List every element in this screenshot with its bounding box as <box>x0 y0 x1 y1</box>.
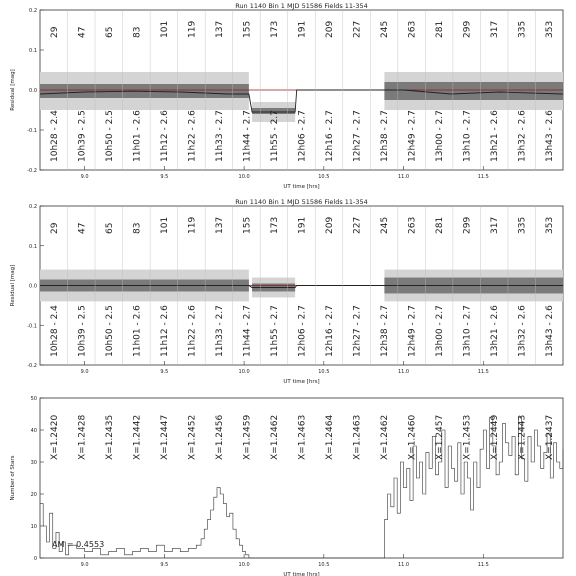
y-tick-label: 0 <box>33 556 37 562</box>
x-tick-label: 10.0 <box>238 174 250 180</box>
field-label: 173 <box>269 20 280 38</box>
time-label: 13h43 - 2.6 <box>545 110 556 162</box>
time-label: 11h01 - 2.6 <box>132 110 143 162</box>
time-label: 12h38 - 2.7 <box>380 110 391 162</box>
airmass-label: X=1.2456 <box>214 414 225 460</box>
time-label: 10h39 - 2.5 <box>77 110 88 162</box>
y-tick-label: 0.2 <box>29 204 37 210</box>
time-label: 12h16 - 2.7 <box>325 110 336 162</box>
field-label: 155 <box>242 20 253 38</box>
field-label: 353 <box>545 216 556 234</box>
airmass-label: X=1.2457 <box>435 414 446 460</box>
y-tick-label: 0.0 <box>29 88 37 94</box>
y-tick-label: 0.2 <box>29 8 37 14</box>
y-tick-label: 40 <box>30 428 37 434</box>
field-label: 335 <box>517 216 528 234</box>
x-tick-label: 9.5 <box>160 562 169 568</box>
time-label: 12h49 - 2.7 <box>407 305 418 357</box>
x-tick-label: 9.5 <box>160 174 169 180</box>
time-label: 13h32 - 2.6 <box>517 110 528 162</box>
airmass-label: X=1.2460 <box>407 414 418 460</box>
airmass-label: X=1.2443 <box>517 414 528 460</box>
y-tick-label: 0.0 <box>29 283 37 290</box>
time-label: 13h21 - 2.6 <box>490 110 501 162</box>
time-label: 11h12 - 2.6 <box>159 110 170 162</box>
field-label: 119 <box>187 20 198 38</box>
y-tick-label: -0.2 <box>27 168 37 174</box>
x-tick-label: 11.5 <box>477 562 489 568</box>
x-axis-label: UT time [hrs] <box>283 572 320 576</box>
field-label: 227 <box>352 20 363 38</box>
time-label: 13h10 - 2.7 <box>462 305 473 357</box>
airmass-label: X=1.2459 <box>242 414 253 460</box>
airmass-annotation: AM = 0.4553 <box>52 539 105 549</box>
time-label: 10h50 - 2.5 <box>104 110 115 162</box>
time-label: 11h22 - 2.6 <box>187 110 198 162</box>
field-label: 209 <box>325 20 336 38</box>
field-label: 191 <box>297 216 308 234</box>
y-axis-label: Number of Stars <box>10 455 16 501</box>
time-label: 12h16 - 2.7 <box>325 305 336 357</box>
airmass-label: X=1.2463 <box>352 414 363 460</box>
time-label: 13h10 - 2.7 <box>462 110 473 162</box>
y-tick-label: -0.1 <box>27 323 37 330</box>
field-label: 353 <box>545 20 556 38</box>
time-label: 10h28 - 2.4 <box>49 110 60 162</box>
x-tick-label: 10.0 <box>238 369 250 375</box>
chart-title: Run 1140 Bin 1 MJD 51586 Fields 11-354 <box>235 198 368 206</box>
time-label: 11h12 - 2.6 <box>159 305 170 357</box>
field-label: 263 <box>407 20 418 38</box>
field-label: 137 <box>214 20 225 38</box>
time-label: 13h21 - 2.6 <box>490 305 501 357</box>
airmass-label: X=1.2462 <box>380 414 391 460</box>
field-label: 191 <box>297 20 308 38</box>
time-label: 11h33 - 2.7 <box>214 305 225 357</box>
field-label: 47 <box>77 222 88 234</box>
airmass-label: X=1.2463 <box>297 414 308 460</box>
y-tick-label: -0.2 <box>27 363 37 369</box>
field-label: 281 <box>435 20 446 38</box>
y-tick-label: 0.1 <box>29 243 37 250</box>
field-label: 29 <box>49 222 60 234</box>
field-label: 245 <box>380 216 391 234</box>
airmass-label: X=1.2442 <box>132 414 143 460</box>
x-tick-label: 9.0 <box>80 562 89 568</box>
x-tick-label: 9.0 <box>80 174 89 180</box>
time-label: 11h33 - 2.7 <box>214 110 225 162</box>
field-label: 83 <box>132 222 143 234</box>
x-tick-label: 10.0 <box>238 562 250 568</box>
airmass-label: X=1.2437 <box>545 414 556 460</box>
y-axis-label: Residual [mag] <box>10 264 16 307</box>
y-axis-label: Residual [mag] <box>10 69 16 111</box>
field-label: 209 <box>325 216 336 234</box>
field-label: 101 <box>159 20 170 38</box>
panel-3 <box>10 396 563 576</box>
field-label: 317 <box>490 20 501 38</box>
x-tick-label: 9.0 <box>80 369 89 375</box>
x-tick-label: 11.5 <box>477 174 489 180</box>
field-label: 29 <box>49 26 60 38</box>
airmass-label: X=1.2447 <box>159 414 170 460</box>
airmass-label: X=1.2435 <box>104 414 115 460</box>
field-label: 65 <box>104 222 115 234</box>
x-tick-label: 10.5 <box>318 174 330 180</box>
time-label: 11h55 - 2.7 <box>269 305 280 357</box>
field-label: 47 <box>77 26 88 38</box>
time-label: 10h28 - 2.4 <box>49 305 60 357</box>
time-label: 11h22 - 2.6 <box>187 305 198 357</box>
time-label: 13h00 - 2.7 <box>435 110 446 162</box>
airmass-label: X=1.2420 <box>49 414 60 460</box>
panel-1 <box>10 2 563 190</box>
time-label: 12h49 - 2.7 <box>407 110 418 162</box>
field-label: 137 <box>214 216 225 234</box>
y-tick-label: 0.1 <box>29 48 37 54</box>
x-axis-label: UT time [hrs] <box>283 379 320 385</box>
chart-title: Run 1140 Bin 1 MJD 51586 Fields 11-354 <box>235 2 368 10</box>
x-axis-label: UT time [hrs] <box>283 184 320 190</box>
y-tick-label: 20 <box>30 492 37 498</box>
field-label: 227 <box>352 216 363 234</box>
x-tick-label: 11.0 <box>397 369 410 375</box>
field-label: 335 <box>517 20 528 38</box>
x-tick-label: 10.5 <box>318 369 330 375</box>
time-label: 12h06 - 2.7 <box>297 305 308 357</box>
time-label: 12h38 - 2.7 <box>380 305 391 357</box>
time-label: 12h27 - 2.7 <box>352 305 363 357</box>
airmass-label: X=1.2428 <box>77 414 88 460</box>
field-label: 101 <box>159 216 170 234</box>
field-label: 263 <box>407 216 418 234</box>
time-label: 13h00 - 2.7 <box>435 305 446 357</box>
time-label: 11h44 - 2.7 <box>242 110 253 162</box>
airmass-label: X=1.2464 <box>325 414 336 460</box>
field-label: 299 <box>462 216 473 234</box>
time-label: 10h39 - 2.5 <box>77 305 88 357</box>
x-tick-label: 11.5 <box>477 369 489 375</box>
y-tick-label: -0.1 <box>27 128 37 134</box>
time-label: 12h06 - 2.7 <box>297 110 308 162</box>
airmass-label: X=1.2453 <box>462 414 473 460</box>
field-label: 119 <box>187 216 198 234</box>
x-tick-label: 11.0 <box>397 174 410 180</box>
airmass-label: X=1.2449 <box>490 414 501 460</box>
field-label: 155 <box>242 216 253 234</box>
y-tick-label: 10 <box>30 524 37 530</box>
y-tick-label: 30 <box>30 460 37 466</box>
field-label: 65 <box>104 26 115 38</box>
airmass-label: X=1.2452 <box>187 414 198 460</box>
x-tick-label: 11.0 <box>397 562 410 568</box>
time-label: 11h01 - 2.6 <box>132 305 143 357</box>
y-tick-label: 50 <box>30 396 37 402</box>
x-tick-label: 10.5 <box>318 562 330 568</box>
airmass-label: X=1.2462 <box>269 414 280 460</box>
panel-2 <box>10 198 563 385</box>
field-label: 317 <box>490 216 501 234</box>
time-label: 11h55 - 2.7 <box>269 110 280 162</box>
field-label: 281 <box>435 216 446 234</box>
field-label: 299 <box>462 20 473 38</box>
time-label: 11h44 - 2.7 <box>242 305 253 357</box>
time-label: 10h50 - 2.5 <box>104 305 115 357</box>
field-label: 245 <box>380 20 391 38</box>
field-label: 173 <box>269 216 280 234</box>
time-label: 13h32 - 2.6 <box>517 305 528 357</box>
time-label: 12h27 - 2.7 <box>352 110 363 162</box>
field-label: 83 <box>132 26 143 38</box>
x-tick-label: 9.5 <box>160 369 169 375</box>
time-label: 13h43 - 2.6 <box>545 305 556 357</box>
